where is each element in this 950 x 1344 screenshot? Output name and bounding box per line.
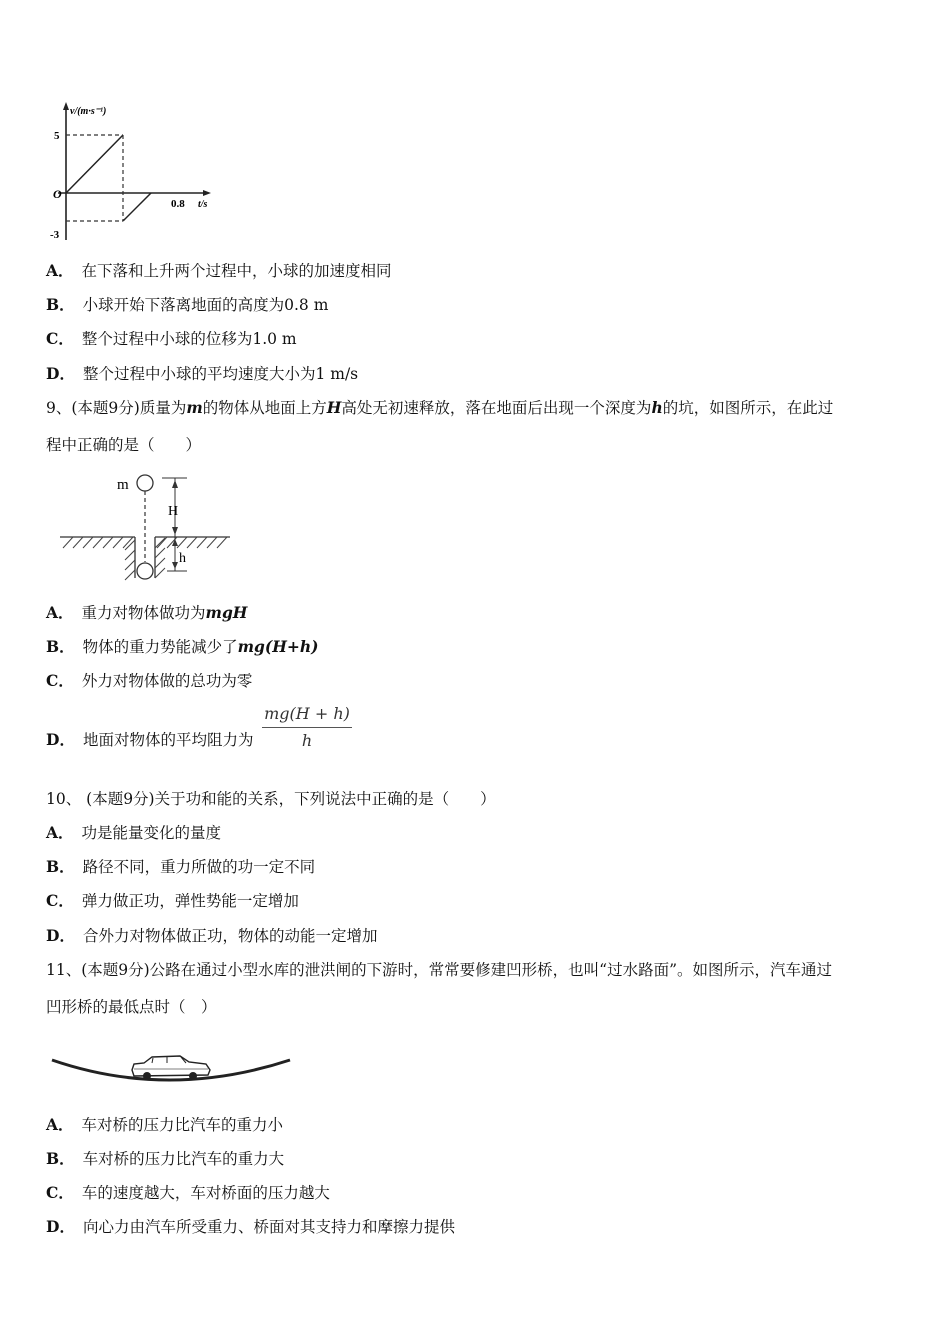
q8-option-c[interactable]: C． 整个过程中小球的位移为1.0 m [46,329,297,348]
car-icon [132,1056,210,1080]
q9-option-d[interactable]: D． 地面对物体的平均阻力为 [46,730,254,749]
ball-top [137,475,153,491]
q10-option-d[interactable]: D． 合外力对物体做正功，物体的动能一定增加 [46,926,378,945]
tick-neg3: -3 [50,229,60,241]
velocity-time-graph [48,100,218,245]
q11-option-d[interactable]: D． 向心力由汽车所受重力、桥面对其支持力和摩擦力提供 [46,1217,455,1236]
falling-ball-pit-figure [55,470,240,585]
x-axis-label: t/s [198,199,208,210]
label-H: H [168,504,179,519]
x-axis-arrow [203,190,211,196]
q9-stem-line2: 程中正确的是（ ） [46,436,202,454]
ball-bottom [137,563,153,579]
label-h: h [179,551,186,566]
q10-option-c[interactable]: C． 弹力做正功，弹性势能一定增加 [46,891,299,910]
q11-option-c[interactable]: C． 车的速度越大，车对桥面的压力越大 [46,1183,330,1202]
tick-5: 5 [54,130,60,142]
q10-option-a[interactable]: A． 功是能量变化的量度 [46,823,222,842]
q9-option-a[interactable]: A． 重力对物体做功为mgH [46,603,248,622]
fraction-numerator: mg(H + h) [262,704,352,728]
q9-option-b[interactable]: B． 物体的重力势能减少了mg(H+h) [46,637,319,656]
concave-bridge-figure [48,1048,293,1093]
q11-option-b[interactable]: B． 车对桥的压力比汽车的重力大 [46,1149,285,1168]
q10-stem: 10、 (本题9分)关于功和能的关系，下列说法中正确的是（ ） [46,790,496,808]
q11-option-a[interactable]: A． 车对桥的压力比汽车的重力小 [46,1115,284,1134]
q11-stem-line1: 11、(本题9分)公路在通过小型水库的泄洪闸的下游时，常常要修建凹形桥，也叫“过水路面”。如图所示，汽车通过 [46,961,833,979]
tick-origin: O [53,187,62,201]
tick-08: 0.8 [171,198,185,210]
y-axis-label: v/(m·s⁻¹) [70,106,107,117]
q10-option-b[interactable]: B． 路径不同，重力所做的功一定不同 [46,857,316,876]
q9-stem-line1: 9、(本题9分)质量为m的物体从地面上方H高处无初速释放，落在地面后出现一个深度为h的坑，如图所示，在此过 [46,398,834,417]
rebound-velocity-line [123,193,151,221]
fraction-denominator: h [301,731,313,750]
q8-option-b[interactable]: B． 小球开始下落离地面的高度为0.8 m [46,295,329,314]
ascending-velocity-line [66,135,123,193]
q9-option-c[interactable]: C． 外力对物体做的总功为零 [46,671,253,690]
resistance-fraction [262,704,352,750]
y-axis-arrow [63,102,69,110]
q11-stem-line2: 凹形桥的最低点时（ ） [46,998,217,1016]
label-m: m [117,477,129,493]
q8-option-a[interactable]: A． 在下落和上升两个过程中，小球的加速度相同 [46,261,392,280]
q8-option-d[interactable]: D． 整个过程中小球的平均速度大小为1 m/s [46,364,359,383]
